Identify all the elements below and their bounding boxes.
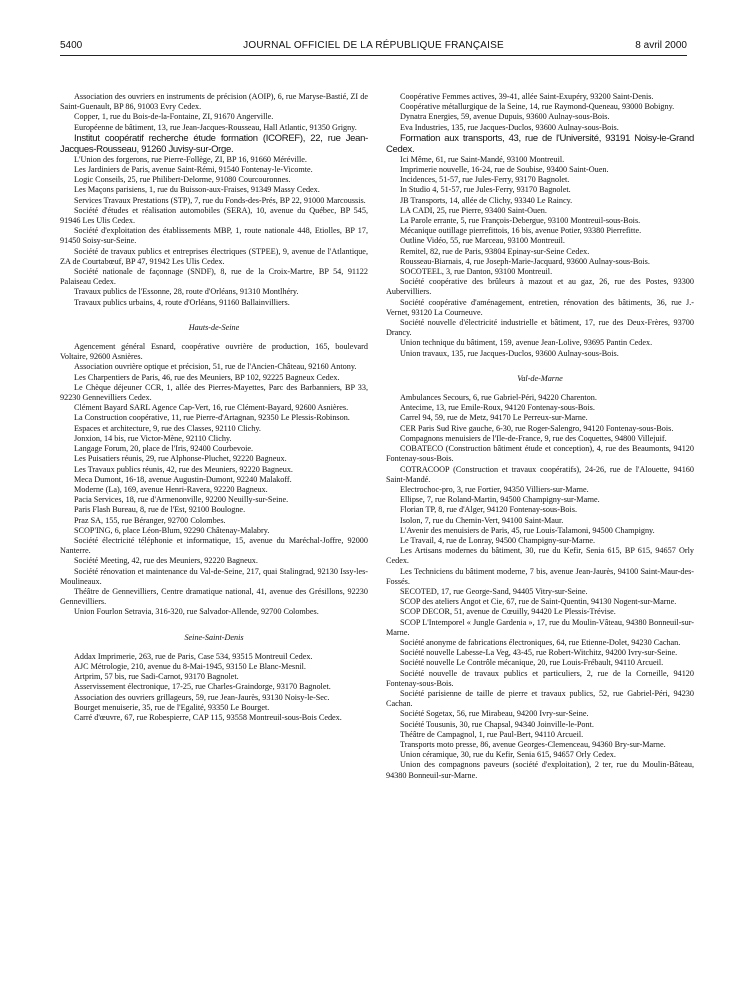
list-item: Société nouvelle d'électricité industrielle et bâtiment, 17, rue des Deux-Frères, 93700 Drancy. — [386, 318, 694, 338]
list-item: Les Maçons parisiens, 1, rue du Buisson-aux-Fraises, 91349 Massy Cedex. — [74, 185, 320, 195]
list-item: Théâtre de Gennevilliers, Centre dramatique national, 41, avenue des Grésillons, 92230 Gennevilliers. — [60, 586, 368, 607]
list-item: Coopérative Femmes actives, 39-41, allée Saint-Exupéry, 93200 Saint-Denis. — [400, 92, 654, 101]
list-item: Société rénovation et maintenance du Val-de-Seine, 217, quai Stalingrad, 92130 Issy-les-Moulineaux. — [60, 566, 368, 586]
list-item: Eva Industries, 135, rue Jacques-Duclos, 93600 Aulnay-sous-Bois. — [400, 122, 619, 132]
header-rule — [60, 55, 687, 56]
list-item: JB Transports, 14, allée de Clichy, 93340 Le Raincy. — [400, 195, 573, 205]
list-item: Praz SA, 155, rue Béranger, 92700 Colombes. — [74, 515, 226, 525]
list-item: Société nouvelle Le Contrôle mécanique, 20, rue Louis-Frébault, 94110 Arcueil. — [400, 658, 664, 668]
list-item: SCOP des ateliers Angot et Cie, 67, rue de Saint-Quentin, 94130 Nogent-sur-Marne. — [400, 597, 677, 607]
list-item: Société électricité téléphonie et informatique, 15, avenue du Maréchal-Joffre, 92000 Nanterre. — [60, 535, 368, 556]
list-item: Addax Imprimerie, 263, rue de Paris, Case 534, 93515 Montreuil Cedex. — [74, 651, 313, 661]
list-item: Rousseau-Biarnais, 4, rue Joseph-Marie-Jacquard, 93600 Aulnay-sous-Bois. — [400, 256, 650, 266]
list-item: Société d'études et réalisation automobiles (SERA), 10, avenue du Québec, BP 545, 91946 Les Ulis Cedex. — [60, 205, 368, 226]
list-item: Société coopérative des brûleurs à mazout et au gaz, 26, rue des Postes, 93300 Aubervilliers. — [386, 277, 694, 297]
list-item: Ici Même, 61, rue Saint-Mandé, 93100 Montreuil. — [400, 154, 565, 164]
list-item: La Parole errante, 5, rue François-Debergue, 93100 Montreuil-sous-Bois. — [400, 216, 641, 226]
list-item: Espaces et architecture, 9, rue des Classes, 92110 Clichy. — [74, 423, 261, 433]
list-item: L'Union des forgerons, rue Pierre-Follège, ZI, BP 16, 91660 Méréville. — [74, 154, 307, 164]
list-item: Formation aux transports, 43, rue de l'Université, 93191 Noisy-le-Grand Cedex. — [386, 132, 694, 155]
list-item: L'Avenir des menuisiers de Paris, 45, rue Louis-Talamoni, 94500 Champigny. — [400, 525, 655, 535]
list-item: Les Charpentiers de Paris, 46, rue des Meuniers, BP 102, 92225 Bagneux Cedex. — [74, 372, 340, 382]
list-item: Paris Flash Bureau, 8, rue de l'Est, 92100 Boulogne. — [74, 505, 246, 515]
list-item: La Construction coopérative, 11, rue Pierre-d'Artagnan, 92350 Le Plessis-Robinson. — [74, 413, 350, 423]
publication-date: 8 avril 2000 — [635, 40, 687, 51]
list-item: Les Travaux publics réunis, 42, rue des Meuniers, 92220 Bagneux. — [74, 464, 293, 474]
list-item: Association des ouvriers en instruments de précision (AOIP), 6, rue Maryse-Bastié, ZI de Saint-Guenault, BP 86, 91003 Evry Cedex. — [60, 92, 368, 112]
list-item: Association ouvrière optique et précision, 51, rue de l'Ancien-Château, 92160 Antony. — [74, 362, 357, 372]
list-item: Union des compagnons paveurs (société d'exploitation), 2 ter, rue du Moulin-Bâteau, 94380 Bonneuil-sur-Marne. — [386, 760, 694, 780]
list-item: SECOTED, 17, rue George-Sand, 94405 Vitry-sur-Seine. — [400, 586, 588, 596]
list-item: AJC Métrologie, 210, avenue du 8-Mai-1945, 93150 Le Blanc-Mesnil. — [74, 661, 306, 671]
list-item: Logic Conseils, 25, rue Philibert-Delorme, 91080 Courcouronnes. — [74, 175, 291, 185]
list-item: Théâtre de Campagnol, 1, rue Paul-Bert, 94110 Arcueil. — [400, 729, 584, 739]
section-heading-val-de-marne: Val-de-Marne — [517, 373, 563, 383]
list-item: Société parisienne de taille de pierre et travaux publics, 52, rue Gabriel-Péri, 94230 Cachan. — [386, 688, 694, 709]
list-item: Asservissement électronique, 17-25, rue Charles-Graindorge, 93170 Bagnolet. — [74, 682, 331, 692]
list-item: Société d'exploitation des établissements MBP, 1, route nationale 448, Etiolles, BP 17, 91450 Soisy-sur-Seine. — [60, 226, 368, 246]
list-item: CER Paris Sud Rive gauche, 6-30, rue Roger-Salengro, 94120 Fontenay-sous-Bois. — [400, 423, 674, 433]
list-item: SCOP L'Intemporel « Jungle Gardenia », 17, rue du Moulin-Vâteau, 94380 Bonneuil-sur-Marne. — [386, 617, 694, 637]
list-item: Pacia Services, 18, rue d'Armenonville, 92200 Neuilly-sur-Seine. — [74, 495, 289, 505]
page-header — [60, 40, 687, 54]
section-heading-seine-saint-denis: Seine-Saint-Denis — [184, 632, 244, 642]
list-item: Les Artisans modernes du bâtiment, 30, rue du Kefir, Senia 615, BP 615, 94657 Orly Cedex. — [386, 546, 694, 566]
list-item: Electrochoc-pro, 3, rue Fortier, 94350 Villiers-sur-Marne. — [400, 484, 589, 494]
list-item: COBATECO (Construction bâtiment étude et conception), 4, rue des Beaumonts, 94120 Fontenay-sous-Bois. — [386, 444, 694, 464]
list-item: Coopérative métallurgique de la Seine, 14, rue Raymond-Queneau, 93000 Bobigny. — [400, 102, 675, 112]
left-column — [60, 92, 368, 723]
list-item: Isolon, 7, rue du Chemin-Vert, 94100 Saint-Maur. — [400, 515, 564, 525]
list-item: Outline Vidéo, 55, rue Marceau, 93100 Montreuil. — [400, 236, 565, 246]
list-item: Carré d'œuvre, 67, rue Robespierre, CAP 115, 93558 Montreuil-sous-Bois Cedex. — [74, 712, 342, 722]
list-item: Copper, 1, rue du Bois-de-la-Fontaine, ZI, 91670 Angerville. — [74, 112, 274, 122]
right-column — [386, 92, 694, 781]
list-item: Carrel 94, 59, rue de Metz, 94170 Le Perreux-sur-Marne. — [400, 413, 588, 423]
list-item: Mécanique outillage pierrefittois, 16 bis, avenue Potier, 93380 Pierrefitte. — [400, 226, 642, 236]
section-heading-hauts-de-seine: Hauts-de-Seine — [188, 322, 240, 332]
list-item: Les Jardiniers de Paris, avenue Saint-Rémi, 91540 Fontenay-le-Vicomte. — [74, 165, 313, 175]
list-item: Société Meeting, 42, rue des Meuniers, 92220 Bagneux. — [74, 556, 258, 566]
list-item: Moderne (La), 169, avenue Henri-Ravera, 92220 Bagneux. — [74, 484, 268, 494]
list-item: Société coopérative d'aménagement, entretien, rénovation des bâtiments, 36, rue J.-Vernet, 93120 La Courneuve. — [386, 297, 694, 317]
list-item: Compagnons menuisiers de l'Ile-de-France, 9, rue des Coquettes, 94800 Villejuif. — [400, 433, 667, 443]
list-item: Société Sogetax, 56, rue Mirabeau, 94200 Ivry-sur-Seine. — [400, 709, 589, 719]
list-item: Bourget menuiserie, 35, rue de l'Egalité, 93350 Le Bourget. — [74, 702, 270, 712]
list-item: Langage Forum, 20, place de l'Iris, 92400 Courbevoie. — [74, 444, 254, 454]
list-item: Société nationale de façonnage (SNDF), 8, rue de la Croix-Martre, BP 54, 91122 Palaiseau Cedex. — [60, 267, 368, 287]
list-item: Le Travail, 4, rue de Lonray, 94500 Champigny-sur-Marne. — [400, 535, 596, 545]
list-item: Travaux publics urbains, 4, route d'Orléans, 91160 Ballainvilliers. — [74, 297, 290, 307]
list-item: Dynatra Energies, 59, avenue Dupuis, 93600 Aulnay-sous-Bois. — [400, 112, 610, 122]
journal-title: JOURNAL OFFICIEL DE LA RÉPUBLIQUE FRANÇAISE — [243, 40, 504, 51]
list-item: Société de travaux publics et entreprises électriques (STPEE), 9, avenue de l'Atlantique, ZA de Courtabœuf, BP 47, 91942 Les Ulis Cedex. — [60, 246, 368, 266]
list-item: Meca Dumont, 16-18, avenue Augustin-Dumont, 92240 Malakoff. — [74, 474, 292, 484]
list-item: Clément Bayard SARL Agence Cap-Vert, 16, rue Clément-Bayard, 92600 Asnières. — [74, 403, 349, 413]
list-item: Transports moto presse, 86, avenue Georges-Clemenceau, 94360 Bry-sur-Marne. — [400, 739, 666, 749]
list-item: SCOP DECOR, 51, avenue de Cœuilly, 94420 Le Plessis-Trévise. — [400, 607, 616, 617]
list-item: Services Travaux Prestations (STP), 7, rue du Fonds-des-Prés, BP 22, 91000 Marcoussis. — [74, 195, 366, 205]
list-item: Société anonyme de fabrications électroniques, 64, rue Etienne-Dolet, 94230 Cachan. — [400, 637, 681, 647]
list-item: Les Puisatiers réunis, 29, rue Alphonse-Pluchet, 92220 Bagneux. — [74, 454, 287, 464]
list-item: LA CADI, 25, rue Pierre, 93400 Saint-Ouen. — [400, 205, 547, 215]
list-item: COTRACOOP (Construction et travaux coopératifs), 24-26, rue de l'Alouette, 94160 Saint-Mandé. — [386, 464, 694, 484]
list-item: Ellipse, 7, rue Roland-Martin, 94500 Champigny-sur-Marne. — [400, 495, 600, 505]
list-item: Les Techniciens du bâtiment moderne, 7 bis, avenue Jean-Jaurès, 94100 Saint-Maur-des-Fossés. — [386, 566, 694, 586]
list-item: Union céramique, 30, rue du Kefir, Senia 615, 94657 Orly Cedex. — [400, 750, 616, 760]
list-item: Florian TP, 8, rue d'Alger, 94120 Fontenay-sous-Bois. — [400, 505, 578, 515]
list-item: Union technique du bâtiment, 159, avenue Jean-Lolive, 93695 Pantin Cedex. — [400, 338, 653, 348]
list-item: Imprimerie nouvelle, 16-24, rue de Soubise, 93400 Saint-Ouen. — [400, 165, 609, 175]
list-item: Incidences, 51-57, rue Jules-Ferry, 93170 Bagnolet. — [400, 175, 570, 185]
list-item: Remitel, 82, rue de Paris, 93804 Epinay-sur-Seine Cedex. — [400, 246, 590, 256]
list-item: Le Chèque déjeuner CCR, 1, allée des Pierres-Mayettes, Parc des Barbanniers, BP 33, 92230 Gennevilliers Cedex. — [60, 382, 368, 403]
page-number: 5400 — [60, 40, 83, 51]
list-item: Société nouvelle Labesse-La Veg, 43-45, rue Robert-Witchitz, 94200 Ivry-sur-Seine. — [400, 648, 678, 658]
list-item: In Studio 4, 51-57, rue Jules-Ferry, 93170 Bagnolet. — [400, 185, 571, 195]
list-item: Artprim, 57 bis, rue Sadi-Carnot, 93170 Bagnolet. — [74, 672, 239, 682]
list-item: Institut coopératif recherche étude formation (ICOREF), 22, rue Jean-Jacques-Rousseau, 91260 Juvisy-sur-Orge. — [60, 132, 368, 155]
list-item: Union travaux, 135, rue Jacques-Duclos, 93600 Aulnay-sous-Bois. — [400, 348, 619, 358]
list-item: Association des ouvriers grillageurs, 59, rue Jean-Jaurès, 93130 Noisy-le-Sec. — [74, 692, 330, 702]
list-item: Société nouvelle de travaux publics et particuliers, 2, rue de la Corneille, 94120 Fontenay-sous-Bois. — [386, 668, 694, 688]
list-item: Européenne de bâtiment, 13, rue Jean-Jacques-Rousseau, Hall Atlantic, 91350 Grigny. — [74, 122, 357, 132]
list-item: SCOP'ING, 6, place Léon-Blum, 92290 Châtenay-Malabry. — [74, 525, 270, 535]
list-item: Jonxion, 14 bis, rue Victor-Mène, 92110 Clichy. — [74, 433, 232, 443]
list-item: Antecime, 13, rue Emile-Roux, 94120 Fontenay-sous-Bois. — [400, 403, 595, 413]
list-item: SOCOTEEL, 3, rue Danton, 93100 Montreuil. — [400, 267, 553, 277]
list-item: Ambulances Secours, 6, rue Gabriel-Péri, 94220 Charenton. — [400, 393, 597, 403]
list-item: Société Tousunis, 30, rue Chapsal, 94340 Joinville-le-Pont. — [400, 719, 594, 729]
list-item: Union Fourlon Setravia, 316-320, rue Salvador-Allende, 92700 Colombes. — [74, 607, 319, 617]
list-item: Travaux publics de l'Essonne, 28, route d'Orléans, 91310 Montlhéry. — [74, 287, 299, 297]
list-item: Agencement général Esnard, coopérative ouvrière de production, 165, boulevard Voltaire, 92600 Asnières. — [60, 342, 368, 362]
